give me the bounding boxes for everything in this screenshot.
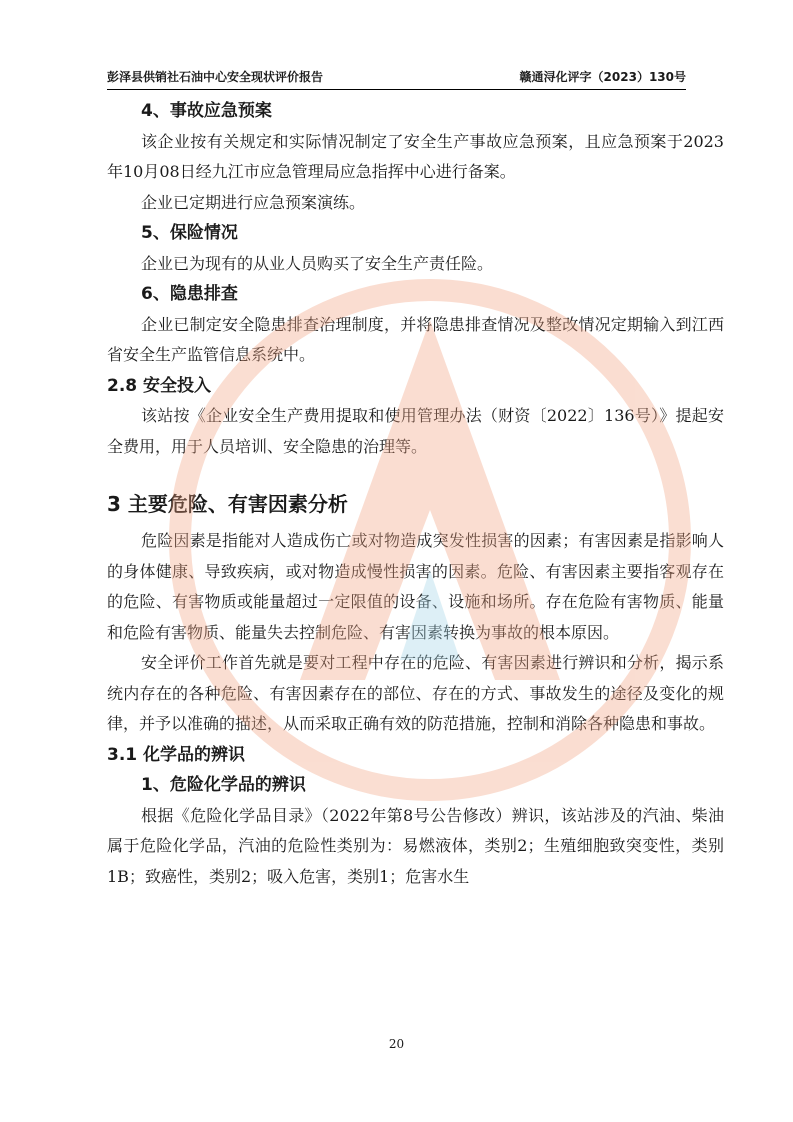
section-heading: 3.1 化学品的辨识 bbox=[107, 744, 246, 765]
page-number: 20 bbox=[388, 1037, 405, 1051]
subsection-heading: 4、事故应急预案 bbox=[141, 101, 272, 121]
body-paragraph: 该站按《企业安全生产费用提取和使用管理办法（财资〔2022〕136号）》提起安全费用，用于人员培训、安全隐患的治理等。 bbox=[107, 406, 724, 456]
section-heading: 2.8 安全投入 bbox=[107, 375, 212, 396]
page-header bbox=[107, 67, 686, 90]
body-paragraph: 企业已为现有的从业人员购买了安全生产责任险。 bbox=[141, 253, 494, 273]
subsection-heading: 5、保险情况 bbox=[141, 223, 238, 243]
body-paragraph: 企业已制定安全隐患排查治理制度，并将隐患排查情况及整改情况定期输入到江西省安全生产监管信息系统中。 bbox=[107, 314, 724, 364]
section-spacer bbox=[107, 462, 724, 468]
body-paragraph: 危险因素是指能对人造成伤亡或对物造成突发性损害的因素；有害因素是指影响人的身体健康、导致疾病，或对物造成慢性损害的因素。危险、有害因素主要指客观存在的危险、有害物质或能量超过一定限值的设备、设施和场所。存在危险有害物质、能量和危险有害物质、能量失去控制危险、有害因素转换为事故的根本原因。 bbox=[107, 531, 724, 642]
document-body bbox=[107, 96, 724, 892]
header-report-title: 彭泽县供销社石油中心安全现状评价报告 bbox=[107, 70, 324, 84]
body-paragraph: 根据《危险化学品目录》（2022年第8号公告修改）辨识，该站涉及的汽油、柴油属于危险化学品，汽油的危险性类别为：易燃液体，类别2；生殖细胞致突变性，类别1B；致癌性，类别2；吸入危害，类别1；危害水生 bbox=[107, 805, 724, 886]
body-paragraph: 安全评价工作首先就是要对工程中存在的危险、有害因素进行辨识和分析，揭示系统内存在的各种危险、有害因素存在的部位、存在的方式、事故发生的途径及变化的规律，并予以准确的描述，从而采取正确有效的防范措施，控制和消除各种隐患和事故。 bbox=[107, 653, 724, 733]
header-document-number: 赣通浔化评字（2023）130号 bbox=[519, 70, 686, 84]
body-paragraph: 企业已定期进行应急预案演练。 bbox=[141, 192, 366, 212]
body-paragraph: 该企业按有关规定和实际情况制定了安全生产事故应急预案，且应急预案于2023年10月08日经九江市应急管理局应急指挥中心进行备案。 bbox=[107, 131, 724, 181]
subsection-heading: 6、隐患排查 bbox=[141, 284, 238, 304]
chapter-heading: 3 主要危险、有害因素分析 bbox=[107, 492, 348, 516]
subsection-heading: 1、危险化学品的辨识 bbox=[141, 775, 306, 795]
